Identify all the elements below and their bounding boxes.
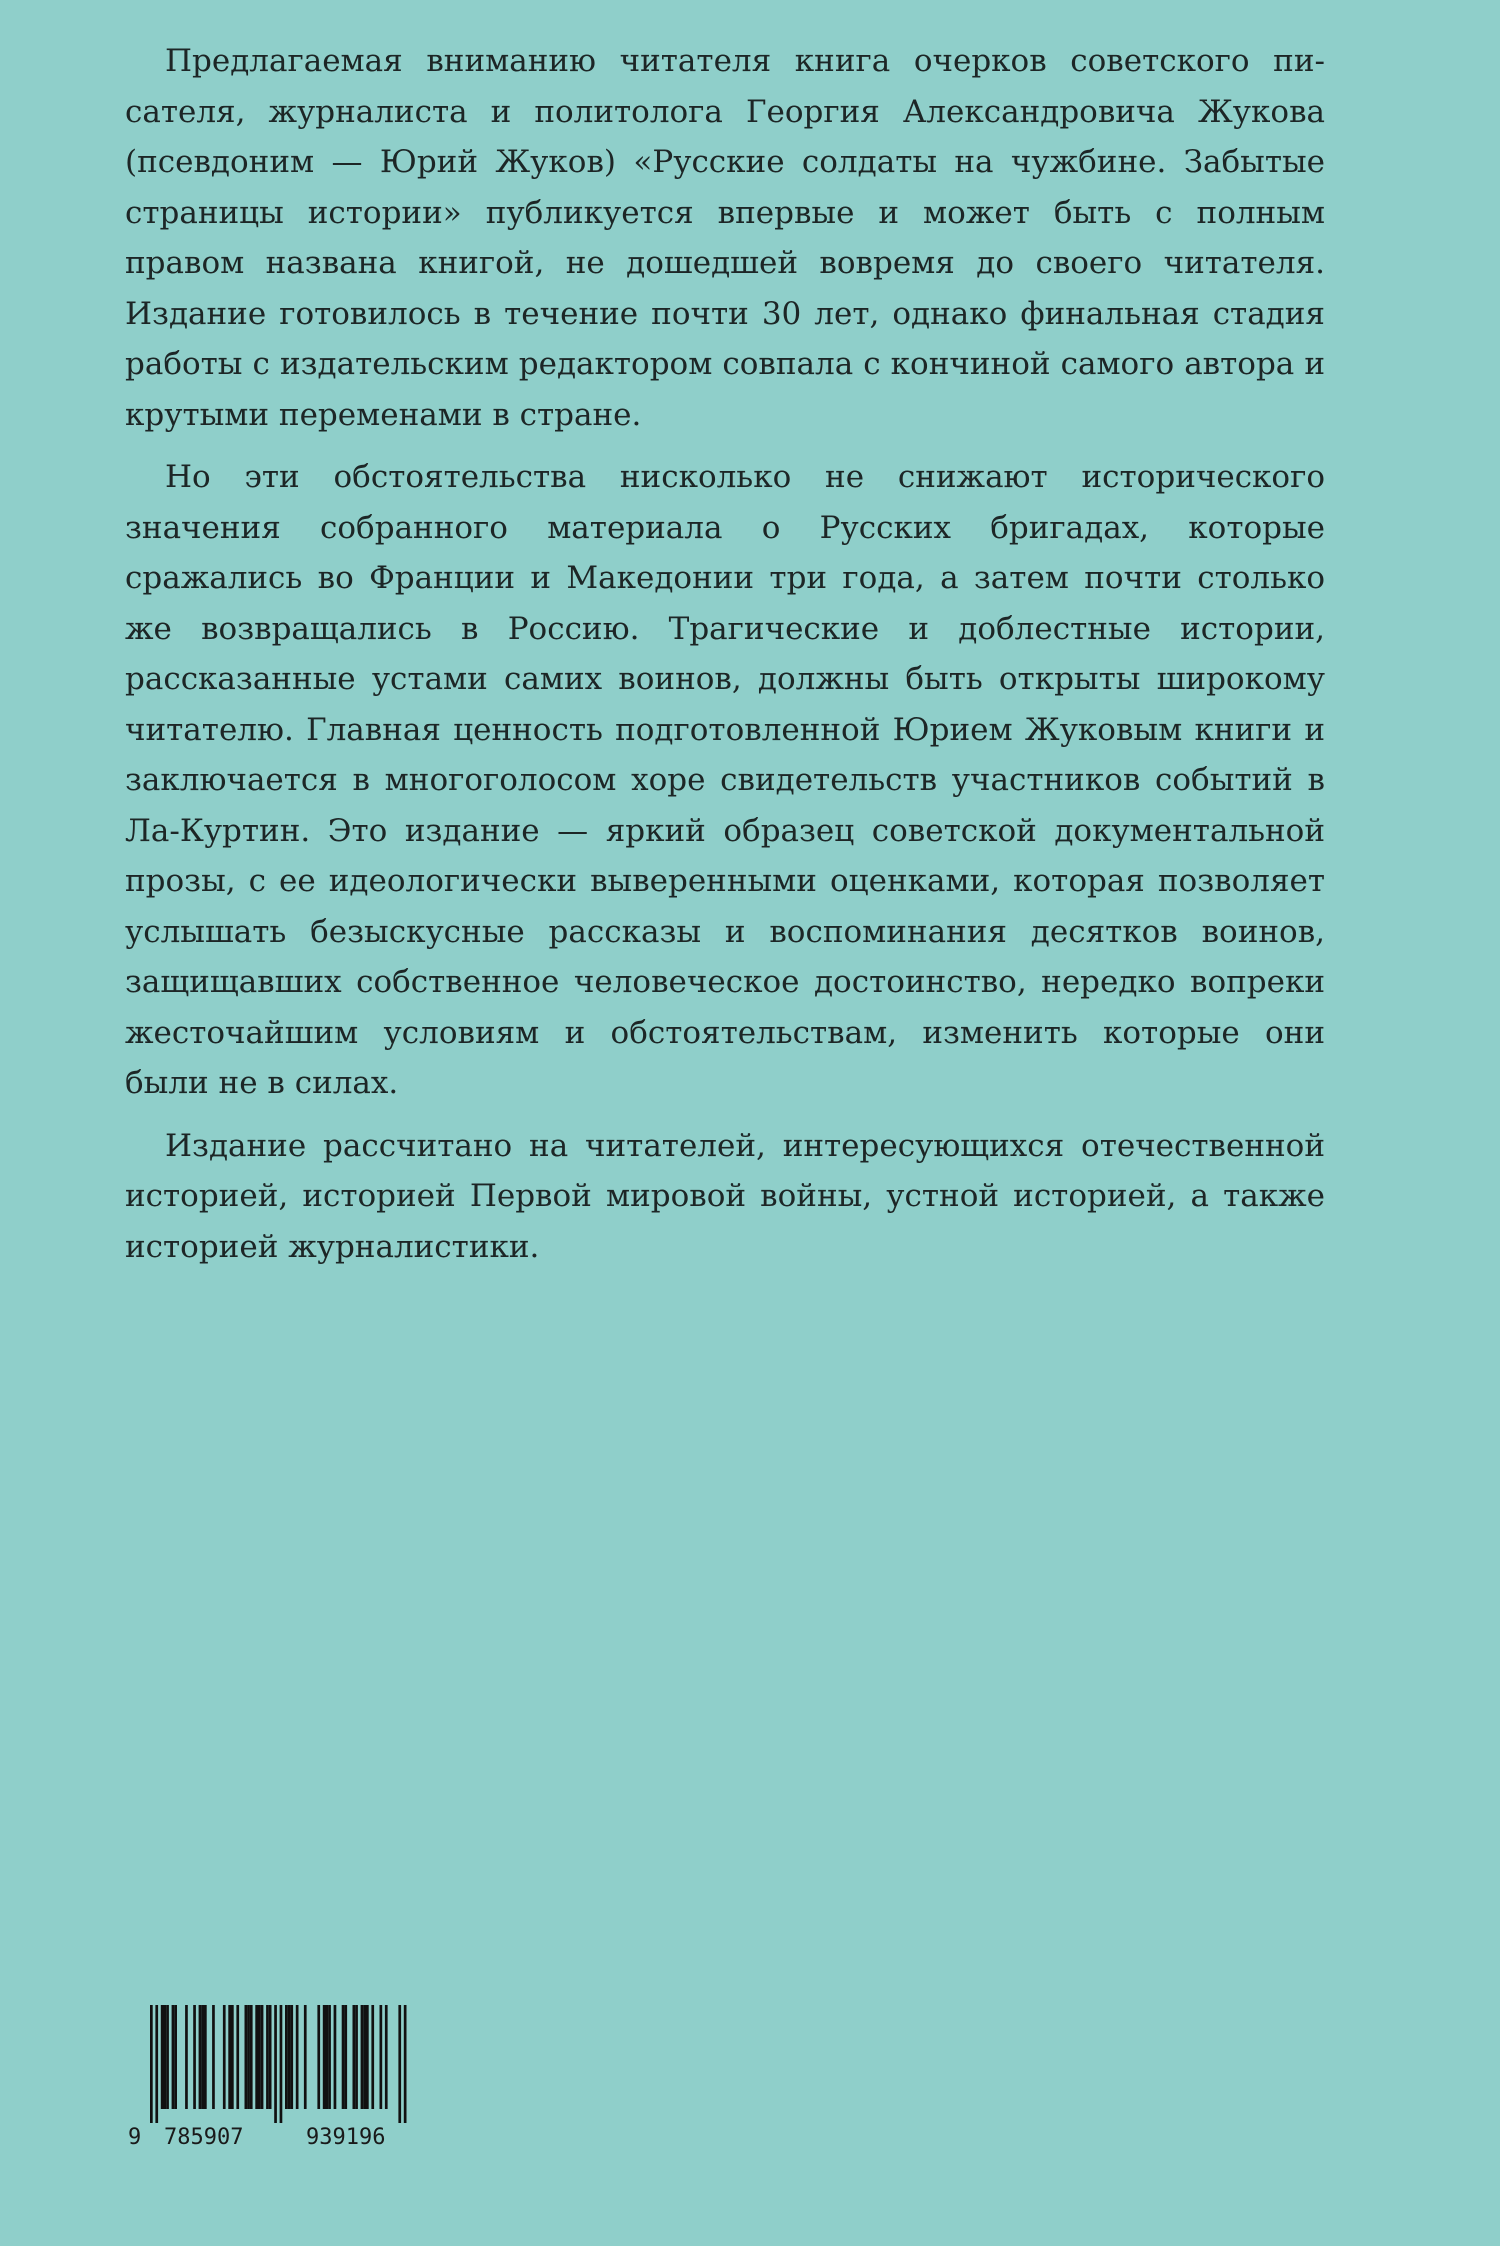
annotation-paragraph-2: Но эти обстоятельства нисколько не снижают исторического значения собранного материала о Русских бригадах, которые сражались во Франции и Македонии три года, а затем почти столько же возвращались в Россию. Трагические и доблестные истории, рассказанные устами самих воинов, должны быть открыты широкому читателю. Главная ценность подготовленной Юрием Жуковым книги и заключается в многоголосом хоре свидетельств участников событий в Ла-Куртин. Это издание — яркий образец советской документальной прозы, с ее идеологически выверенными оценками, которая позволяет услышать безыскусные рассказы и воспоминания десятков воинов, защищавших собственное человеческое достоинство, нередко вопреки жесточайшим условиям и обстоятельствам, изменить которые они были не в силах. <box>125 459 1325 1101</box>
barcode-bar <box>236 2005 239 2109</box>
barcode-bar <box>266 2005 269 2109</box>
barcode-bar <box>150 2005 153 2123</box>
barcode-first-digit: 9 <box>128 2125 142 2150</box>
barcode-bar <box>174 2005 177 2109</box>
barcode-bar <box>172 2005 175 2109</box>
barcode-bar <box>290 2005 293 2109</box>
barcode-bar <box>193 2005 196 2109</box>
barcode-bar <box>285 2005 288 2109</box>
barcode-bar <box>245 2005 248 2109</box>
barcode-bar <box>363 2005 366 2109</box>
barcode-bar <box>228 2005 231 2109</box>
barcode-bar <box>353 2005 356 2109</box>
barcode-bar <box>155 2005 158 2123</box>
barcode-bar <box>404 2005 407 2123</box>
barcode-bar <box>164 2005 167 2109</box>
barcode-bar <box>366 2005 369 2109</box>
barcode-bar <box>334 2005 337 2109</box>
barcode-bar <box>361 2005 364 2109</box>
barcode-left-group: 785907 <box>164 2125 244 2150</box>
barcode-bar <box>355 2005 358 2109</box>
barcode-bar <box>166 2005 169 2109</box>
barcode-bar <box>204 2005 207 2109</box>
annotation-paragraph-1: Предлагаемая вниманию читателя книга очерков советского писателя, журналиста и политолога Георгия Александровича Жукова (псевдоним — Юрий Жуков) «Русские солдаты на чужбине. Забытые страницы истории» публикуется впервые и может быть с полным правом названа книгой, не дошедшей вовремя до своего читателя. Издание готовилось в течение почти 30 лет, однако финальная стадия работы с издательским редактором совпала с кончиной самого автора и крутыми переменами в стране. <box>125 43 1325 433</box>
barcode-bar <box>261 2005 264 2109</box>
barcode-right-group: 939196 <box>306 2125 386 2150</box>
book-annotation <box>125 36 1325 1284</box>
barcode-bar <box>342 2005 345 2109</box>
barcode-bar <box>255 2005 258 2109</box>
barcode-bar <box>317 2005 320 2109</box>
barcode-bar <box>326 2005 329 2109</box>
barcode-bar <box>328 2005 331 2109</box>
barcode-bar <box>212 2005 215 2109</box>
barcode-bar <box>323 2005 326 2109</box>
barcode-bar <box>371 2005 374 2109</box>
barcode-bar <box>274 2005 277 2123</box>
barcode-bar <box>304 2005 307 2109</box>
barcode-bar <box>280 2005 283 2123</box>
barcode-bars <box>128 2005 428 2123</box>
barcode-bar <box>199 2005 202 2109</box>
barcode-bar <box>250 2005 253 2109</box>
barcode-bar <box>201 2005 204 2109</box>
barcode-bar <box>161 2005 164 2109</box>
barcode-bar <box>380 2005 383 2109</box>
isbn-barcode <box>128 2005 428 2155</box>
barcode-bar <box>269 2005 272 2109</box>
barcode-digits <box>128 2123 428 2153</box>
annotation-paragraph-3: Издание рассчитано на читателей, интересующихся отечественной историей, историей Первой мировой войны, устной историей, а также историей журналистики. <box>125 1127 1325 1265</box>
barcode-bar <box>223 2005 226 2109</box>
barcode-bar <box>385 2005 388 2109</box>
barcode-bar <box>288 2005 291 2109</box>
barcode-bar <box>344 2005 347 2109</box>
barcode-bar <box>258 2005 261 2109</box>
barcode-bar <box>398 2005 401 2123</box>
barcode-bar <box>247 2005 250 2109</box>
barcode-bar <box>185 2005 188 2109</box>
barcode-bar <box>296 2005 299 2109</box>
barcode-bar <box>231 2005 234 2109</box>
